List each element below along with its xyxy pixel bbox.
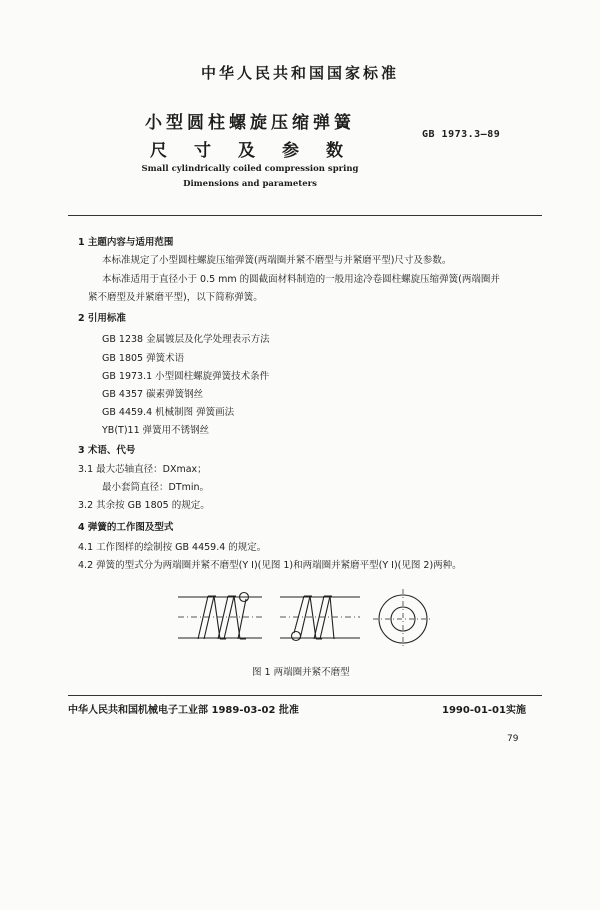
header-rule	[68, 215, 542, 216]
clause-4-1: 4.1 工作图样的绘制按 GB 4459.4 的规定。	[78, 542, 267, 553]
issuing-org: 中华人民共和国国家标准	[200, 64, 399, 82]
spring-end-view	[373, 589, 433, 649]
spring-b-wire-end	[292, 632, 301, 641]
section-2-heading: 2 引用标准	[78, 313, 126, 324]
clause-4-2: 4.2 弹簧的型式分为两端圈并紧不磨型(Y Ⅰ)(见图 1)和两端圈并紧磨平型(Y Ⅰ)(见图 2)两种。	[78, 560, 462, 571]
reference-item: GB 4357 碳素弹簧钢丝	[102, 389, 204, 400]
spring-b-coils	[294, 596, 334, 639]
section-1-paragraph-2a: 本标准适用于直径小于 0.5 mm 的圆截面材料制造的一般用途冷卷圆柱螺旋压缩弹簧(两端圈并	[102, 274, 500, 285]
approval-line: 中华人民共和国机械电子工业部 1989-03-02 批准	[68, 705, 299, 716]
effective-date: 1990-01-01实施	[442, 705, 526, 716]
spring-a-coils	[198, 596, 246, 639]
section-4-heading: 4 弹簧的工作图及型式	[78, 522, 174, 533]
figure-1-spring-drawing	[170, 583, 440, 655]
clause-3-1: 3.1 最大芯轴直径：DXmax；	[78, 464, 207, 475]
reference-item: GB 4459.4 机械制图 弹簧画法	[102, 407, 235, 418]
english-title-line-2: Dimensions and parameters	[183, 179, 317, 189]
title-line-1: 小型圆柱螺旋压缩弹簧	[145, 113, 355, 133]
standard-code: GB 1973.3—89	[422, 129, 501, 140]
clause-3-1-continued: 最小套筒直径：DTmin。	[102, 482, 210, 493]
reference-item: YB(T)11 弹簧用不锈钢丝	[102, 425, 210, 436]
section-3-heading: 3 术语、代号	[78, 445, 136, 456]
section-1-paragraph-2b: 紧不磨型及并紧磨平型)，以下简称弹簧。	[88, 292, 263, 303]
reference-item: GB 1805 弹簧术语	[102, 353, 185, 364]
page-number: 79	[507, 734, 519, 744]
clause-3-2: 3.2 其余按 GB 1805 的规定。	[78, 500, 210, 511]
section-1-heading: 1 主题内容与适用范围	[78, 237, 174, 248]
english-title-line-1: Small cylindrically coiled compression spring	[141, 164, 359, 174]
figure-1-caption: 图 1 两端圈并紧不磨型	[252, 667, 350, 678]
section-1-paragraph-1: 本标准规定了小型圆柱螺旋压缩弹簧(两端圈并紧不磨型与并紧磨平型)尺寸及参数。	[102, 255, 452, 266]
reference-item: GB 1238 金属镀层及化学处理表示方法	[102, 334, 270, 345]
footer-rule	[68, 695, 542, 696]
reference-item: GB 1973.1 小型圆柱螺旋弹簧技术条件	[102, 371, 270, 382]
title-line-2: 尺寸及参数	[150, 141, 370, 161]
